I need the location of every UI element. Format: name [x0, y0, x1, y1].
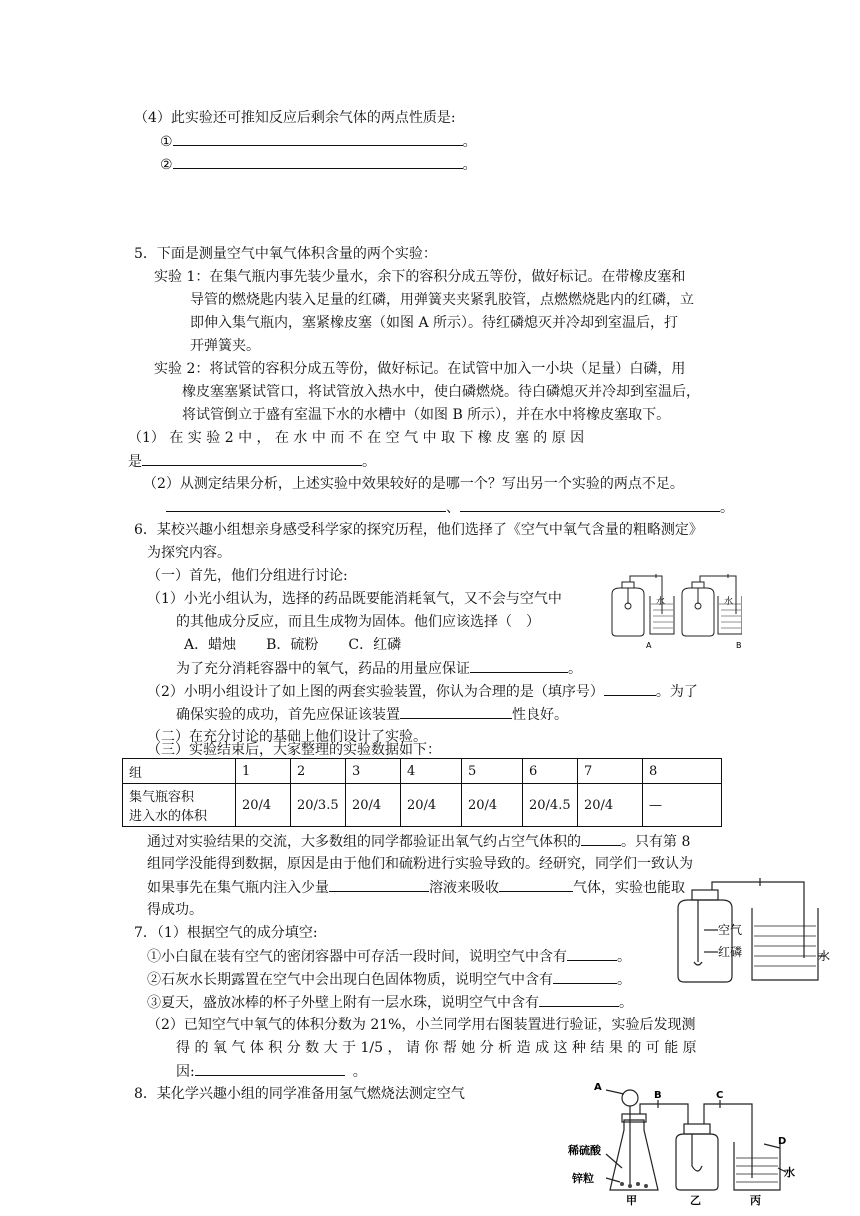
table-group: 3 — [346, 759, 401, 784]
q5-sub2-answer — [166, 497, 734, 518]
q7-blank-1[interactable] — [567, 946, 617, 961]
q7-s2-blank[interactable] — [195, 1061, 345, 1076]
q6-part3: （三）实验结束后，大家整理的实验数据如下： — [147, 742, 441, 758]
q6-after-text-c: 如果事先在集气瓶内注入少量 — [147, 880, 329, 896]
q6-after-text-b: 。只有第 8 — [621, 834, 691, 850]
table-cell: 20/3.5 — [291, 784, 346, 827]
q5-exp2-line3: 将试管倒立于盛有室温下水的水槽中（如图 B 所示），并在水中将橡皮塞取下。 — [182, 407, 671, 423]
q7-item1-text: ①小白鼠在装有空气的密闭容器中可存活一段时间，说明空气中含有 — [147, 949, 567, 965]
q7-item1 — [147, 946, 631, 967]
q6-title-line1: 6．某校兴趣小组想亲身感受科学家的探究历程，他们选择了《空气中氧气含量的粗略测定》 — [134, 522, 703, 538]
q6-after-line3 — [147, 877, 685, 898]
q6-s1-line1: （1）小光小组认为，选择的药品既要能消耗氧气，又不会与空气中 — [147, 591, 562, 607]
q6-option-a[interactable]: A．蜡烛 — [184, 637, 237, 653]
q5-sub1-end: 。 — [362, 454, 376, 470]
q8-fig-acid-label: 稀硫酸 — [568, 1144, 601, 1157]
table-row-label — [123, 784, 236, 827]
q6-apparatus-figure — [604, 574, 742, 650]
fig-b-water-label: 水 — [724, 597, 734, 607]
table-cell: 20/4 — [462, 784, 523, 827]
q8-fig-zinc-label: 锌粒 — [572, 1172, 594, 1185]
q6-after-line2: 组同学没能得到数据，原因是由于他们和硫粉进行实验导致的。经研究，同学们一致认为 — [147, 856, 693, 872]
table-group: 5 — [462, 759, 523, 784]
q5-exp1-line2: 导管的燃烧匙内装入足量的红磷，用弹簧夹夹紧乳胶管，点燃燃烧匙内的红磷，立 — [190, 292, 694, 308]
q7-blank-2[interactable] — [553, 969, 617, 984]
q4-answer-1 — [160, 131, 477, 152]
q7-item2 — [147, 969, 631, 990]
table-cell: 20/4.5 — [523, 784, 578, 827]
q5-sub2-blank-1[interactable] — [166, 497, 446, 512]
q8-fig-label-c: C — [716, 1090, 724, 1101]
fig-b-label: B — [736, 641, 742, 650]
q6-s1-line3 — [176, 658, 582, 679]
q6-s2-text-c: 确保实验的成功，首先应保证该装置 — [176, 707, 400, 723]
q6-after-text-d: 溶液来吸收 — [429, 880, 499, 896]
q6-part1: （一）首先，他们分组进行讨论: — [147, 568, 348, 584]
q5-sub2-sep: 、 — [446, 500, 460, 516]
q4-item1-marker: ① — [160, 134, 173, 150]
table-cell: 20/4 — [236, 784, 291, 827]
q7-s2-line1: （2）已知空气中氧气的体积分数为 21%，小兰同学用右图装置进行验证，实验后发现测 — [147, 1017, 696, 1033]
q6-s1-line2: 的其他成分反应，而且生成物为固体。他们应该选择（ ） — [176, 614, 540, 630]
table-header-label: 组 — [123, 759, 236, 784]
q6-option-b[interactable]: B．硫粉 — [266, 637, 319, 653]
q6-after-blank-1[interactable] — [581, 831, 621, 846]
q4-blank-2[interactable] — [173, 154, 463, 169]
q7-fig-water-label: 水 — [818, 949, 830, 963]
q8-fig-label-d: D — [778, 1136, 787, 1147]
q4-blank-1[interactable] — [173, 131, 463, 146]
q5-sub1-line2 — [128, 451, 376, 472]
q7-s2-line2: 得 的 氧 气 体 积 分 数 大 于 1/5 ， 请 你 帮 她 分 析 造 成 这 种 结 果 的 可 能 原 — [176, 1040, 697, 1056]
q4-question: （4）此实验还可推知反应后剩余气体的两点性质是: — [134, 110, 456, 126]
q8-apparatus-figure — [568, 1078, 798, 1210]
q8-fig-water-label: 水 — [784, 1166, 795, 1179]
q5-exp1-line3: 即伸入集气瓶内，塞紧橡皮塞（如图 A 所示）。待红磷熄灭并冷却到室温后，打 — [190, 315, 679, 331]
q5-sub1-label: 是 — [128, 454, 142, 470]
q6-s1-line3-text: 为了充分消耗容器中的氧气，药品的用量应保证 — [176, 661, 470, 677]
q5-exp1-line1: 实验 1：在集气瓶内事先装少量水，余下的容积分成五等份，做好标记。在带橡皮塞和 — [154, 269, 686, 285]
fig-a-water-label: 水 — [656, 597, 666, 607]
q7-end-2: 。 — [617, 972, 631, 988]
table-group: 1 — [236, 759, 291, 784]
q6-after-blank-2[interactable] — [329, 877, 429, 892]
table-cell: 20/4 — [578, 784, 643, 827]
q7-s2-end: 。 — [352, 1064, 367, 1080]
q5-title: 5．下面是测量空气中氧气体积含量的两个实验： — [134, 246, 437, 262]
q6-options — [184, 635, 401, 655]
q5-sub2-end: 。 — [720, 500, 734, 516]
q6-after-line1 — [147, 831, 690, 852]
q6-s2-text-a: （2）小明小组设计了如上图的两套实验装置，你认为合理的是（填序号） — [147, 684, 604, 700]
q7-end-3: 。 — [619, 995, 633, 1011]
q7-s2-label: 因: — [176, 1064, 195, 1080]
q6-s2-blank-2[interactable] — [400, 704, 512, 719]
q6-s2-text-b: 。为了 — [655, 684, 698, 700]
table-group: 2 — [291, 759, 346, 784]
q7-item3-text: ③夏天，盛放冰棒的杯子外壁上附有一层水珠，说明空气中含有 — [147, 995, 539, 1011]
table-row-label-line2: 进入水的体积 — [129, 809, 208, 824]
q7-fig-air-label: 空气 — [718, 923, 743, 937]
q7-blank-3[interactable] — [539, 992, 619, 1007]
table-cell: — — [643, 784, 722, 827]
q6-option-c[interactable]: C．红磷 — [348, 637, 402, 653]
q4-item2-marker: ② — [160, 157, 173, 173]
q7-item3 — [147, 992, 633, 1013]
q7-fig-phosphorus-label: 红磷 — [718, 945, 743, 959]
table-group: 6 — [523, 759, 578, 784]
table-group: 4 — [401, 759, 462, 784]
table-row — [123, 784, 722, 827]
q6-after-text-e: 气体，实验也能取 — [573, 880, 685, 896]
q5-sub1-text: （1） 在 实 验 2 中 ， 在 水 中 而 不 在 空 气 中 取 下 橡 皮 塞 的 原 因 — [128, 430, 585, 446]
q8-fig-yi-label: 乙 — [690, 1194, 701, 1207]
q6-data-table — [122, 758, 722, 827]
q7-s2-line3 — [176, 1061, 367, 1082]
q5-sub1-line1 — [128, 428, 728, 448]
q6-s2-text-d: 性良好。 — [512, 707, 568, 723]
q6-s2-line1 — [147, 681, 698, 702]
q8-title: 8．某化学兴趣小组的同学准备用氢气燃烧法测定空气 — [134, 1086, 465, 1102]
q6-after-line4: 得成功。 — [147, 902, 203, 918]
q7-item2-text: ②石灰水长期露置在空气中会出现白色固体物质，说明空气中含有 — [147, 972, 553, 988]
q6-s1-blank[interactable] — [470, 658, 568, 673]
q5-exp2-line2: 橡皮塞塞紧试管口，将试管放入热水中，使白磷燃烧。待白磷熄灭并冷却到室温后， — [182, 384, 700, 400]
q6-s1-end: 。 — [568, 661, 582, 677]
q5-exp2-line1: 实验 2：将试管的容积分成五等份，做好标记。在试管中加入一小块（足量）白磷，用 — [154, 361, 686, 377]
q6-part2: （二）在充分讨论的基础上他们设计了实验。 — [147, 729, 427, 745]
q8-fig-jia-label: 甲 — [626, 1194, 637, 1207]
table-group: 8 — [643, 759, 722, 784]
table-group: 7 — [578, 759, 643, 784]
q5-sub2: （2）从测定结果分析，上述实验中效果较好的是哪一个？写出另一个实验的两点不足。 — [143, 476, 684, 492]
q8-fig-label-b: B — [654, 1090, 662, 1101]
table-cell: 20/4 — [346, 784, 401, 827]
table-cell: 20/4 — [401, 784, 462, 827]
q8-fig-label-a: A — [594, 1082, 602, 1093]
q6-title-line2: 为探究内容。 — [147, 545, 231, 561]
fig-a-label: A — [646, 641, 652, 650]
q5-sub2-blank-2[interactable] — [460, 497, 720, 512]
q4-end-1: 。 — [462, 134, 477, 150]
q5-sub1-blank[interactable] — [142, 451, 362, 466]
table-row-label-line1: 集气瓶容积 — [129, 790, 195, 805]
q7-apparatus-figure — [668, 878, 830, 984]
q7-end-1: 。 — [617, 949, 631, 965]
q8-fig-bing-label: 丙 — [750, 1194, 761, 1207]
q7-title: 7．（1）根据空气的成分填空: — [134, 925, 318, 941]
q6-after-text-a: 通过对实验结果的交流，大多数组的同学都验证出氧气约占空气体积的 — [147, 834, 581, 850]
q6-s2-line2 — [176, 704, 568, 725]
q5-exp1-line4: 开弹簧夹。 — [190, 338, 260, 354]
q6-after-blank-3[interactable] — [499, 877, 573, 892]
q4-end-2: 。 — [462, 157, 477, 173]
q4-answer-2 — [160, 154, 477, 175]
q6-s2-blank-1[interactable] — [604, 681, 656, 696]
table-header-row — [123, 759, 722, 784]
